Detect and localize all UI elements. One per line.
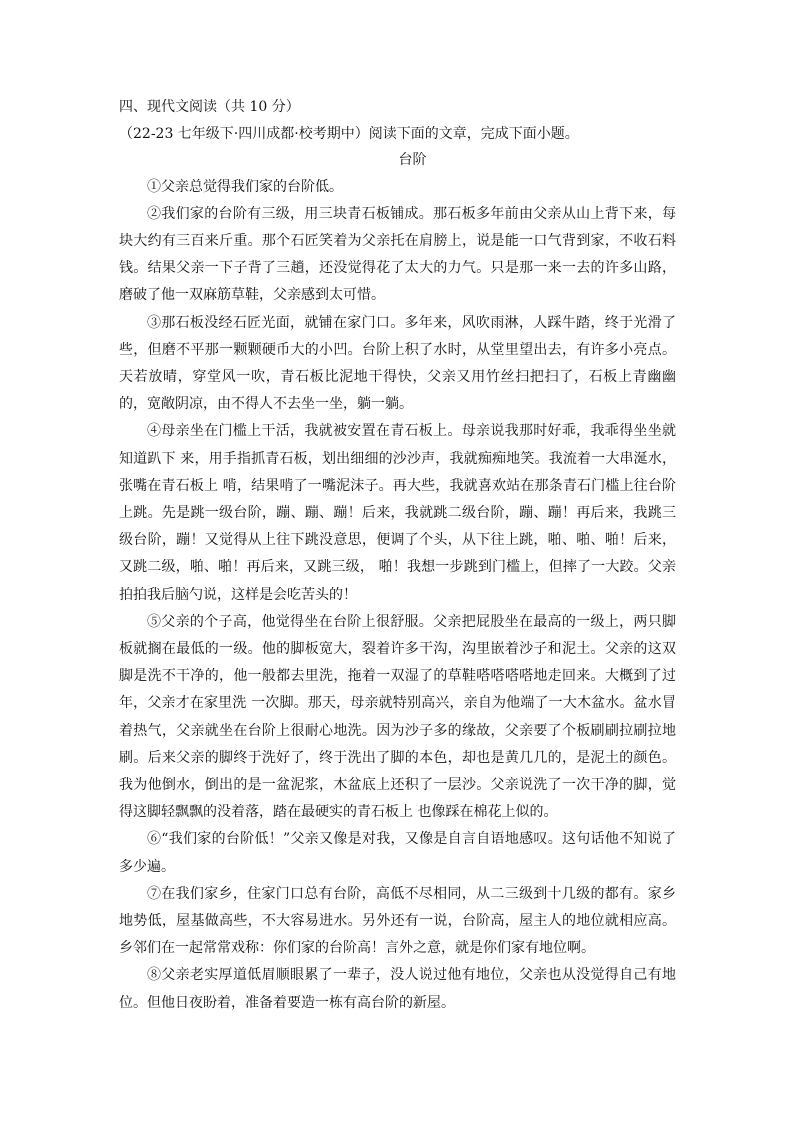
- paragraph-7: ⑦在我们家乡，住家门口总有台阶，高低不尽相同，从二三级到十几级的都有。家乡地势低，屋基做高些，不大容易进水。另外还有一说，台阶高，屋主人的地位就相应高。乡邻们在一起常常戏称：你们家的台阶高！言外之意，就是你们家有地位啊。: [119, 885, 676, 957]
- exam-page: [119, 94, 676, 1017]
- section-heading: 四、现代文阅读（共 10 分）: [119, 99, 300, 115]
- paragraph-3: ③那石板没经石匠光面，就铺在家门口。多年来，风吹雨淋，人踩牛踏，终于光滑了些，但磨不平那一颗颗硬币大的小凹。台阶上积了水时，从堂里望出去，有许多小亮点。天若放晴，穿堂风一吹，青石板比泥地干得快，父亲又用竹丝扫把扫了，石板上青幽幽的，宽敞阴凉，由不得人不去坐一坐，躺一躺。: [119, 314, 676, 413]
- paragraph-8: ⑧父亲老实厚道低眉顺眼累了一辈子，没人说过他有地位，父亲也从没觉得自己有地位。但他日夜盼着，准备着要造一栋有高台阶的新屋。: [119, 967, 676, 1011]
- article-title: 台阶: [398, 152, 427, 168]
- paragraph-4: ④母亲坐在门槛上干活，我就被安置在青石板上。母亲说我那时好乖，我乖得坐坐就知道趴下 来，用手指抓青石板，划出细细的沙沙声，我就痴痴地笑。我流着一大串涎水，张嘴在青石板上 啃，结果啃了一嘴泥沫子。再大些，我就喜欢站在那条青石门槛上往台阶上跳。先是跳一级台阶，蹦、蹦、蹦！后来，我就跳二级台阶，蹦、蹦！再后来，我跳三级台阶，蹦！又觉得从上往下跳没意思，便调了个头，从下往上跳，啪、啪、啪！后来，又跳二级，啪、啪！再后来，又跳三级， 啪！我想一步跳到门槛上，但摔了一大跤。父亲拍拍我后脑勺说，这样是会吃苦头的！: [119, 423, 676, 603]
- paragraph-5: ⑤父亲的个子高，他觉得坐在台阶上很舒服。父亲把屁股坐在最高的一级上，两只脚板就搁在最低的一级。他的脚板宽大，裂着许多干沟，沟里嵌着沙子和泥土。父亲的这双脚是洗不干净的，他一般都去里洗，拖着一双湿了的草鞋嗒嗒嗒嗒地走回来。大概到了过年，父亲才在家里洗 一次脚。那天，母亲就特别高兴，亲自为他端了一大木盆水。盆水冒着热气，父亲就坐在台阶上很耐心地洗。因为沙子多的缘故，父亲要了个板刷刷拉刷拉地刷。后来父亲的脚终于洗好了，终于洗出了脚的本色，却也是黄几几的，是泥土的颜色。我为他倒水，倒出的是一盆泥浆，木盆底上还积了一层沙。父亲说洗了一次干净的脚，觉得这脚轻飘飘的没着落，踏在最硬实的青石板上 也像踩在棉花上似的。: [119, 613, 676, 821]
- reading-instruction: （22-23 七年级下·四川成都·校考期中）阅读下面的文章，完成下面小题。: [119, 125, 579, 142]
- article-body: [119, 174, 676, 1017]
- paragraph-1: ①父亲总觉得我们家的台阶低。: [147, 178, 343, 195]
- paragraph-6: ⑥“我们家的台阶低！”父亲又像是对我，又像是自言自语地感叹。这句话他不知说了多少遍。: [119, 831, 676, 875]
- paragraph-2: ②我们家的台阶有三级，用三块青石板铺成。那石板多年前由父亲从山上背下来，每块大约有三百来斤重。那个石匠笑着为父亲托在肩膀上，说是能一口气背到家，不收石料钱。结果父亲一下子背了三趟，还没觉得花了太大的力气。只是那一来一去的许多山路，磨破了他一双麻筋草鞋，父亲感到太可惜。: [119, 205, 676, 304]
